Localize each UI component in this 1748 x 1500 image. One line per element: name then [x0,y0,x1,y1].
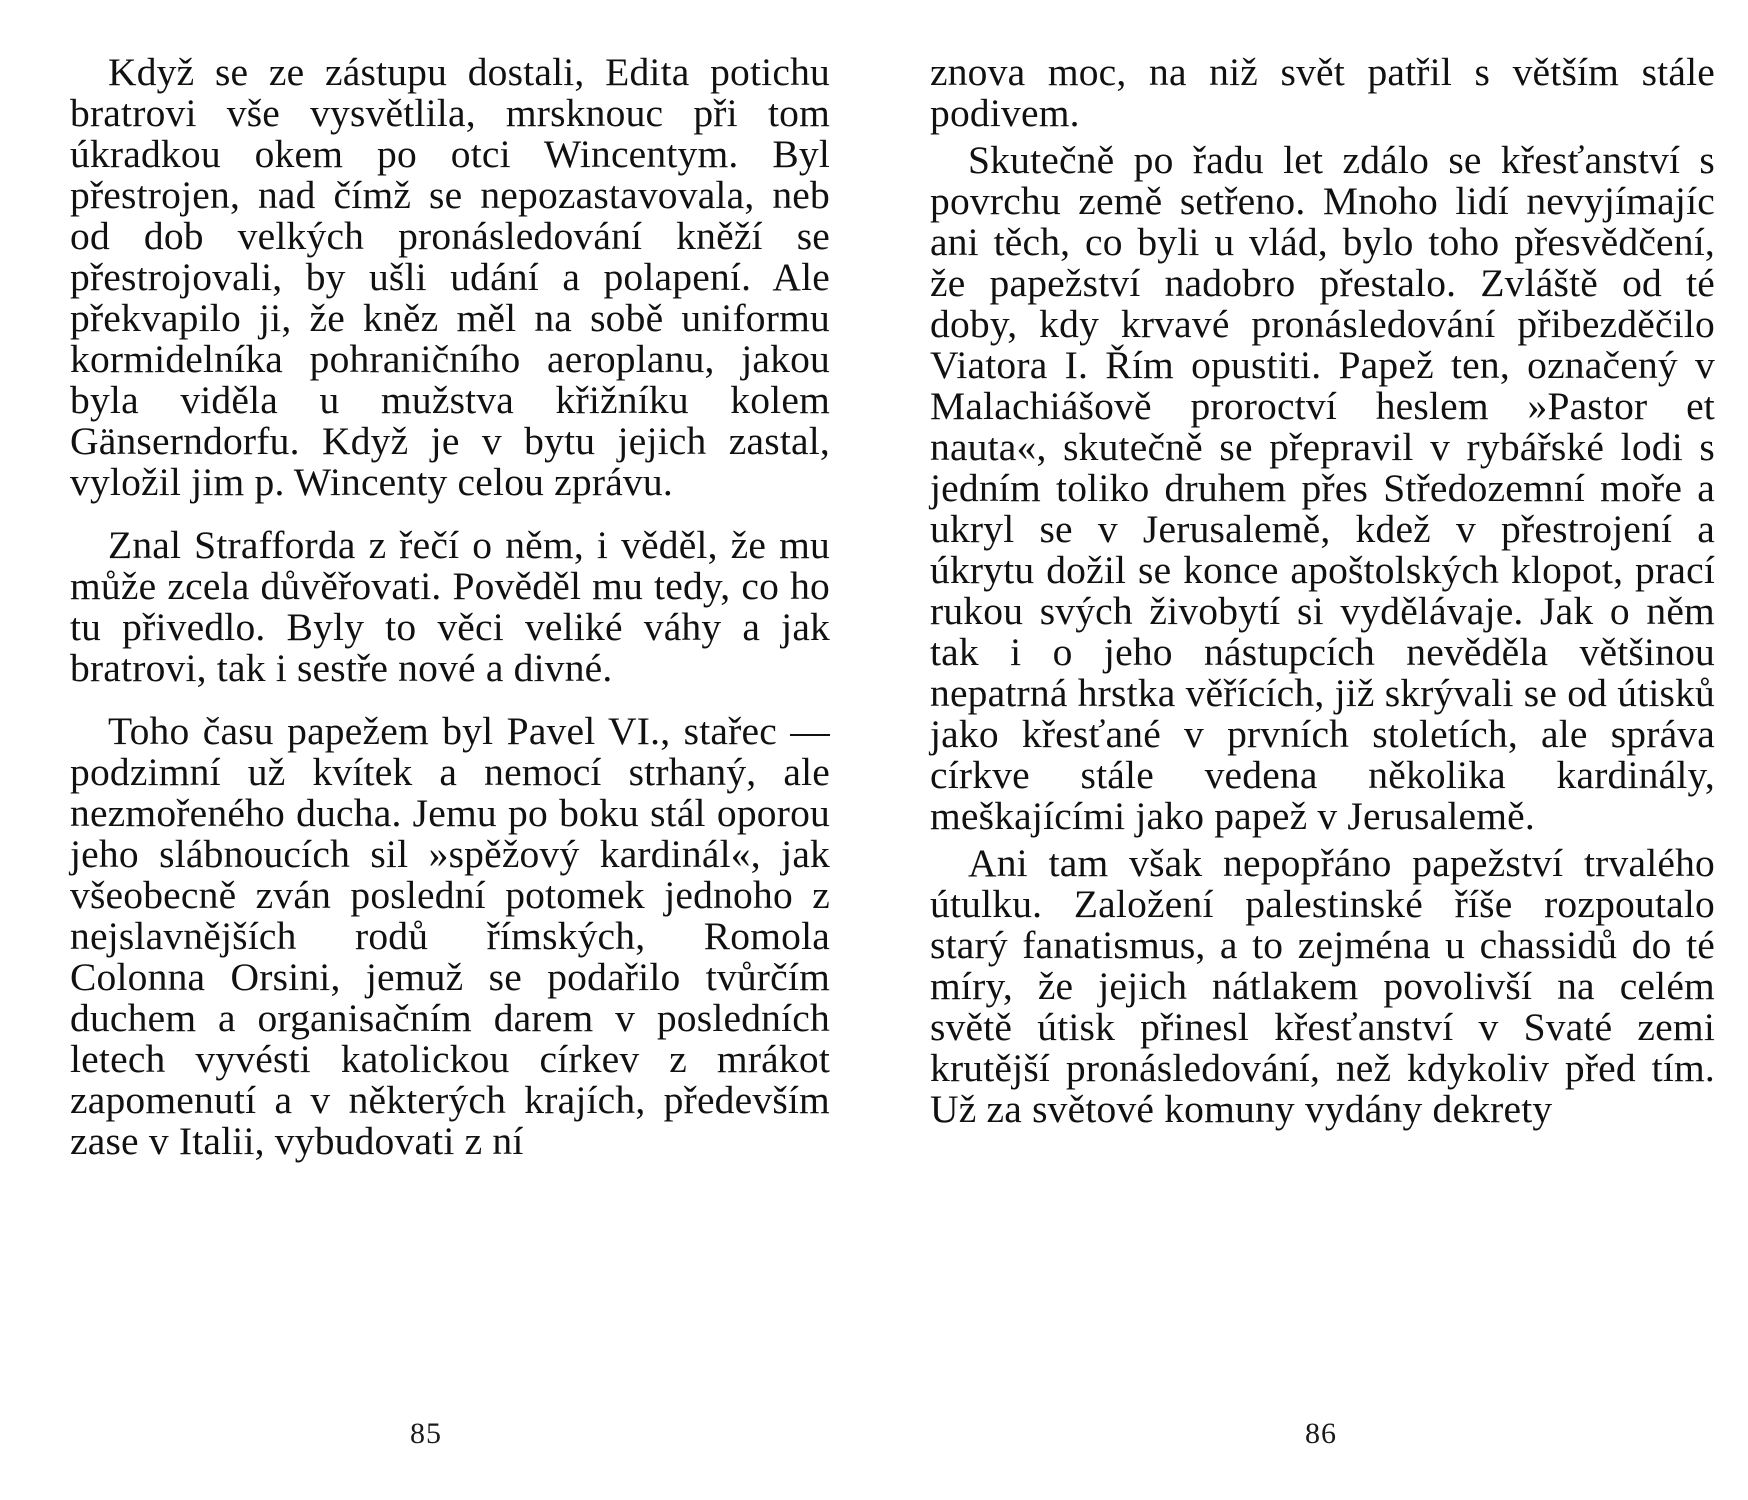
right-paragraph-2: Skutečně po řadu let zdálo se křesťanství s povrchu země setřeno. Mnoho lidí nevyjímajíc ani těch, co byli u vlád, bylo toho přesvědčení, že papežství nadobro přestalo. Zvláště od té doby, kdy krvavé pronásledování přibezděčilo Viatora I. Řím opustiti. Papež ten, označený v Malachiášově proroctví heslem »Pastor et nauta«, skutečně se přepravil v rybářské lodi s jedním toliko druhem přes Středozemní moře a ukryl se v Jerusalemě, kdež v přestrojení a úkrytu dožil se konce apoštolských klopot, prací rukou svých živobytí si vydělávaje. Jak o něm tak i o jeho nástupcích nevěděla většinou nepatrná hrstka věřících, již skrývali se od útisků jako křesťané v prvních stoletích, ale správa církve stále vedena několika kardinály, meškajícími jako papež v Jerusalemě. [930,138,1715,838]
left-page [70,0,830,1500]
right-page-text-column [930,52,1715,1130]
right-paragraph-3: Ani tam však nepopřáno papežství trvalého útulku. Založení palestinské říše rozpoutalo starý fanatismus, a to zejména u chassidů do té míry, že jejich nátlakem povolivší na celém světě útisk přinesl křesťanství v Svaté zemi krutější pronásledování, než kdykoliv před tím. Už za světové komuny vydány dekrety [930,841,1715,1131]
left-page-number: 85 [410,1417,442,1450]
right-page [930,0,1715,1500]
left-paragraph-3: Toho času papežem byl Pavel VI., stařec — podzimní už kvítek a nemocí strhaný, ale nezmořeného ducha. Jemu po boku stál oporou jeho slábnoucích sil »spěžový kardinál«, jak všeobecně zván poslední potomek jednoho z nejslavnějších rodů římských, Romola Colonna Orsini, jemuž se podařilo tvůrčím duchem a organisačním darem v posledních letech vyvésti katolickou církev z mrákot zapomenutí a v některých krajích, především zase v Italii, vybudovati z ní [70,709,830,1163]
left-paragraph-1: Když se ze zástupu dostali, Edita potichu bratrovi vše vysvětlila, mrsknouc při tom úkradkou okem po otci Wincentym. Byl přestrojen, nad čímž se nepozastavovala, neb od dob velkých pronásledování kněží se přestrojovali, by ušli udání a polapení. Ale překvapilo ji, že kněz měl na sobě uniformu kormidelníka pohraničního aeroplanu, jakou byla viděla u mužstva křižníku kolem Gänserndorfu. Když je v bytu jejich zastal, vyložil jim p. Wincenty celou zprávu. [70,50,830,504]
left-page-text-column [70,52,830,1162]
right-paragraph-1: znova moc, na niž svět patřil s větším stále podivem. [930,50,1715,135]
right-page-number: 86 [1305,1417,1337,1450]
left-paragraph-2: Znal Strafforda z řečí o něm, i věděl, že mu může zcela důvěřovati. Pověděl mu tedy, co ho tu přivedlo. Byly to věci veliké váhy a jak bratrovi, tak i sestře nové a divné. [70,523,830,690]
